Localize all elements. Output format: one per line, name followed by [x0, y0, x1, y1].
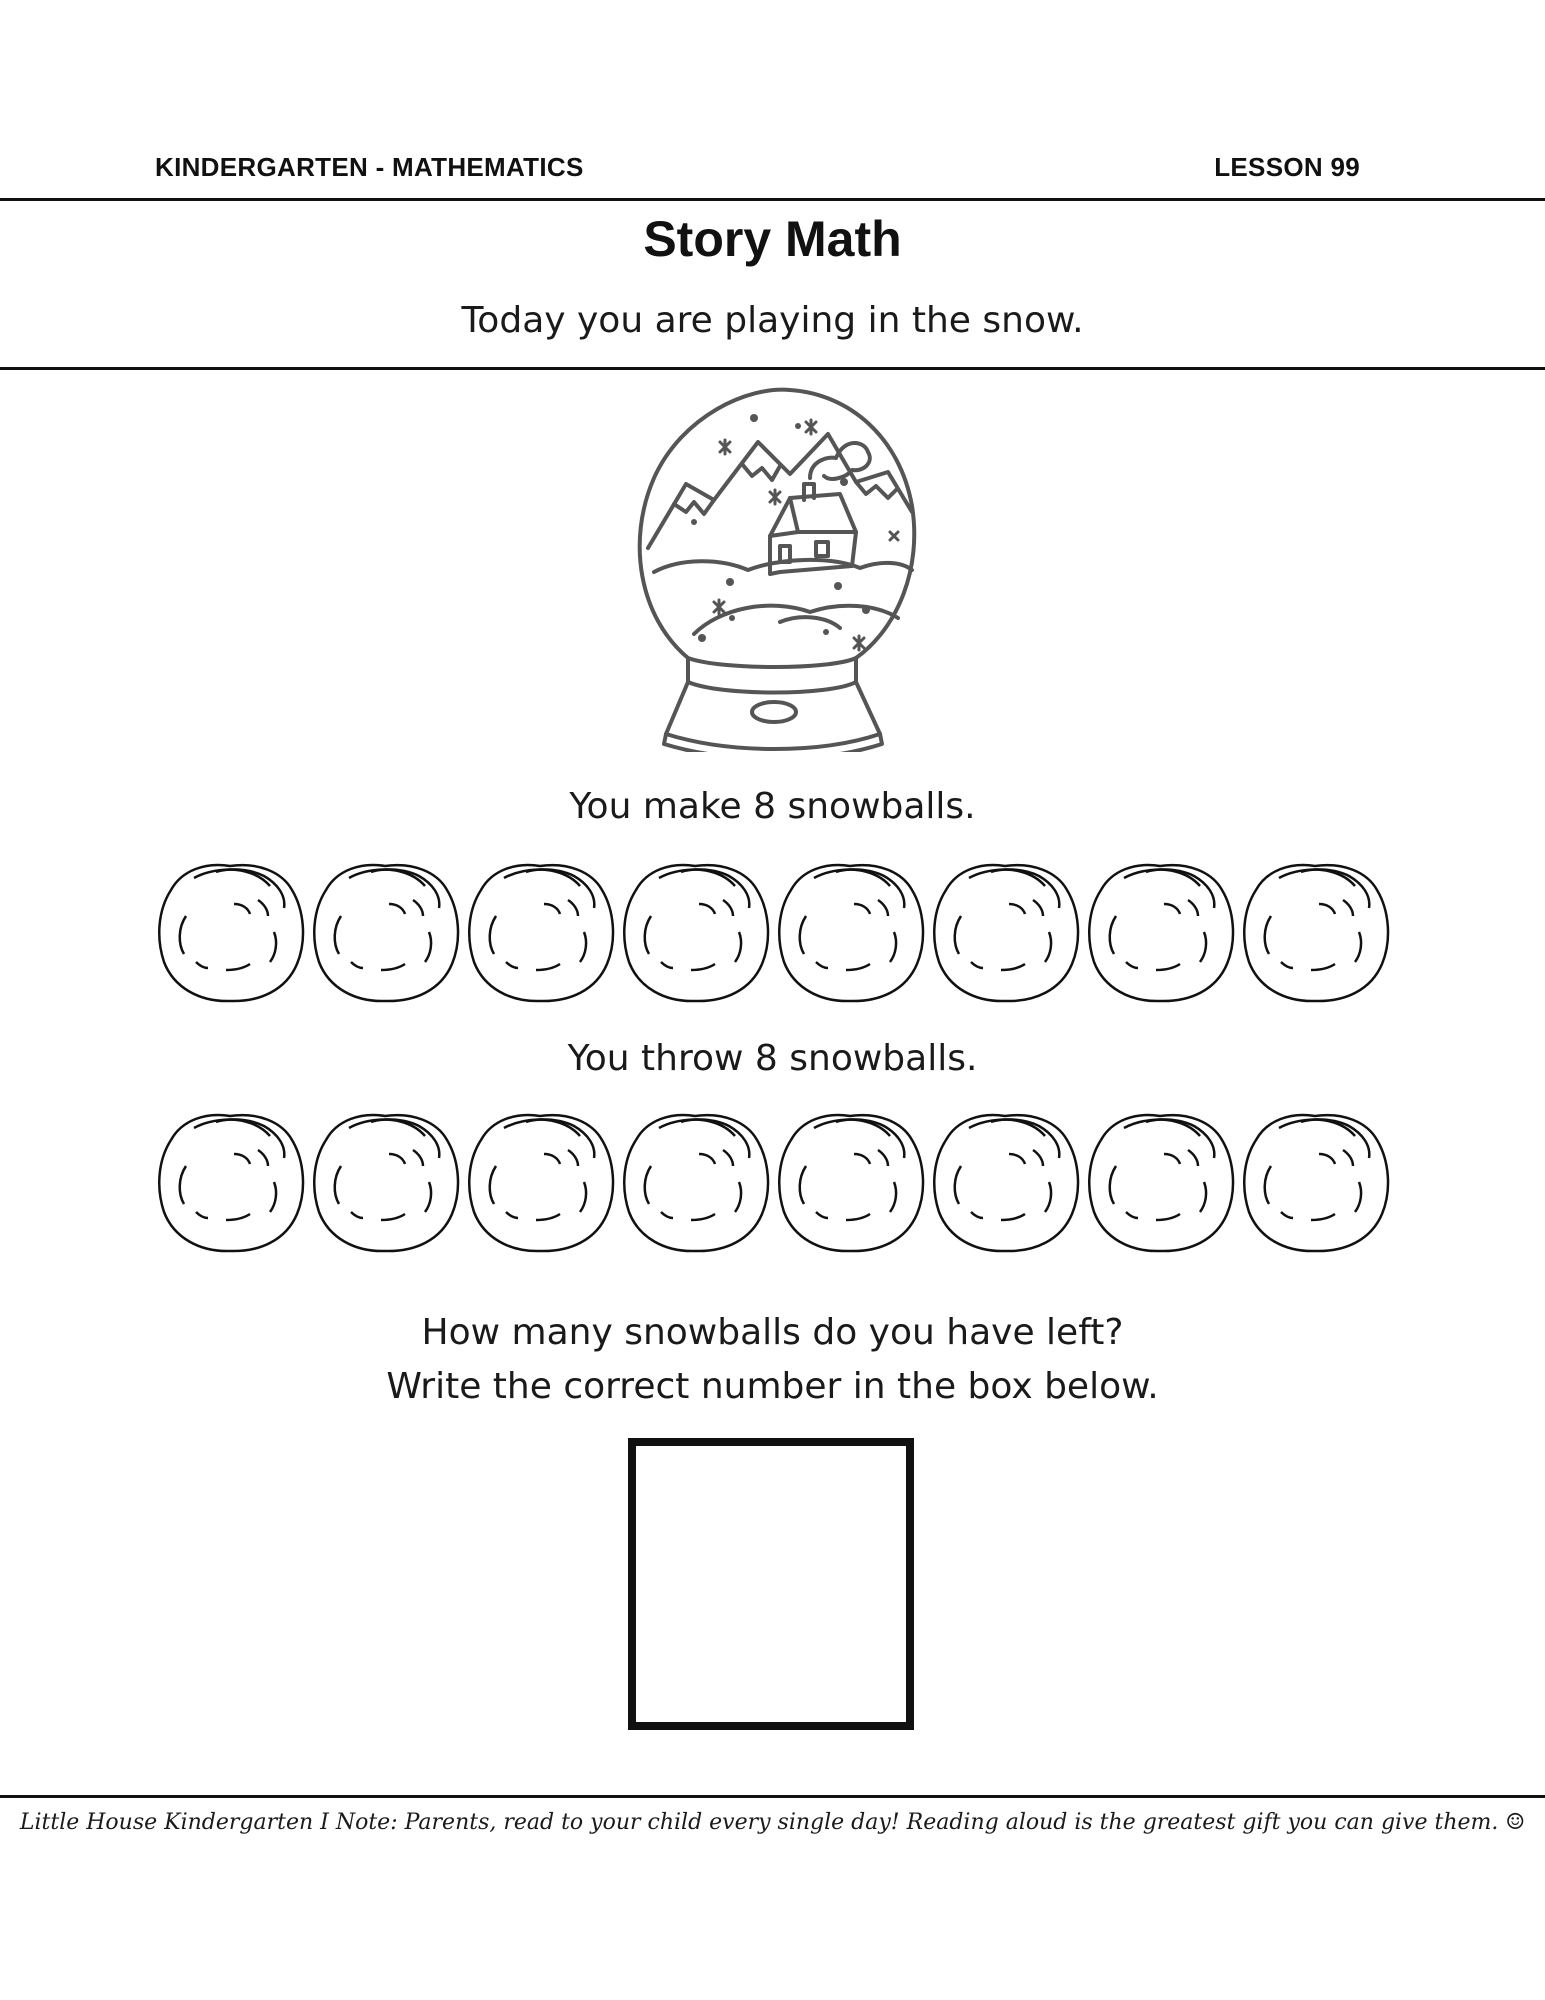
- snowball-icon: [929, 1100, 1082, 1260]
- snowball-icon: [1084, 1100, 1237, 1260]
- snowball-icon: [619, 1100, 772, 1260]
- snowball-icon: [309, 850, 462, 1010]
- made-snowballs-row: [154, 850, 1394, 1010]
- snowball-icon: [929, 850, 1082, 1010]
- footer-divider: [0, 1795, 1545, 1798]
- snowball-icon: [309, 1100, 462, 1260]
- instruction-text: Write the correct number in the box below.: [386, 1366, 1159, 1407]
- answer-box[interactable]: [628, 1438, 914, 1730]
- intro-text: Today you are playing in the snow.: [461, 300, 1084, 341]
- snowball-icon: [1084, 850, 1237, 1010]
- snowball-icon: [464, 1100, 617, 1260]
- snowball-icon: [774, 850, 927, 1010]
- snowball-icon: [464, 850, 617, 1010]
- footer-note: Little House Kindergarten I Note: Parents, read to your child every single day! Reading aloud is the greatest gift you can give them. ☺: [19, 1810, 1526, 1835]
- course-subject: KINDERGARTEN - MATHEMATICS: [155, 152, 584, 182]
- page-title: Story Math: [643, 211, 902, 267]
- thrown-snowballs-row: [154, 1100, 1394, 1260]
- snow-globe-icon: [630, 382, 920, 752]
- snowball-icon: [774, 1100, 927, 1260]
- snowball-icon: [619, 850, 772, 1010]
- throw-snowballs-text: You throw 8 snowballs.: [567, 1038, 978, 1079]
- header-divider: [0, 198, 1545, 201]
- snowball-icon: [154, 1100, 307, 1260]
- lesson-number: LESSON 99: [1214, 152, 1360, 182]
- make-snowballs-text: You make 8 snowballs.: [569, 786, 976, 827]
- snowball-icon: [154, 850, 307, 1010]
- snowball-icon: [1239, 850, 1392, 1010]
- snowball-icon: [1239, 1100, 1392, 1260]
- question-text: How many snowballs do you have left?: [421, 1312, 1124, 1353]
- title-divider: [0, 367, 1545, 370]
